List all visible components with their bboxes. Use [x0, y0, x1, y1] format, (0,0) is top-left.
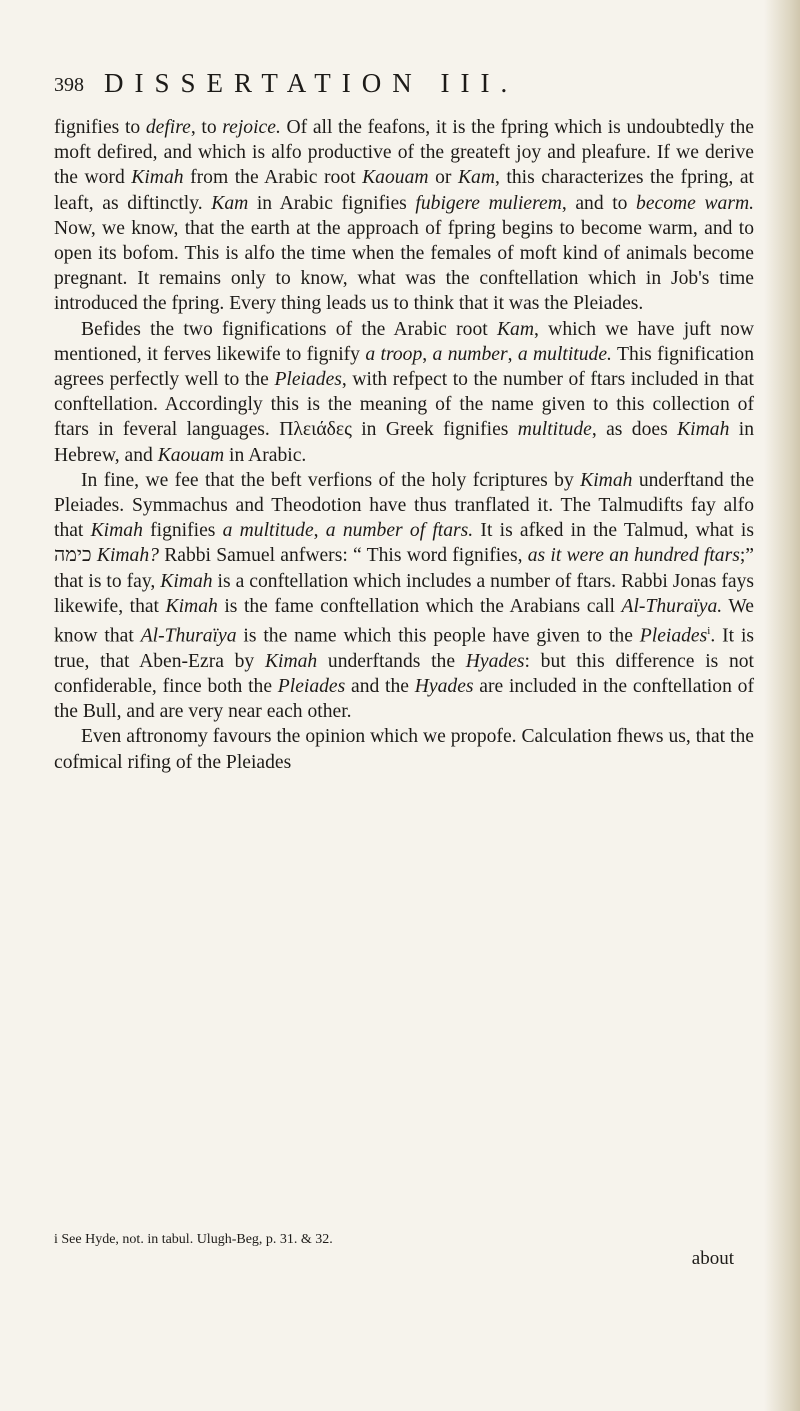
italic-text: as it were an hundred ftars — [527, 545, 740, 567]
text-run: is a conftellation which includes a number of ftars. Rabbi Jonas fays likewife, that — [54, 570, 754, 617]
italic-text: Kimah — [90, 520, 143, 542]
italic-text: a number — [432, 343, 508, 365]
text-run: ;” that is to fay, — [54, 545, 754, 592]
italic-text: Kimah — [160, 570, 213, 592]
text-run: , to — [190, 117, 223, 138]
italic-text: Kimah — [131, 167, 184, 189]
italic-text: fubigere mulierem — [415, 192, 562, 214]
text-run: , which we have juft now mentioned, it ferves likewife to fignify — [54, 318, 754, 365]
italic-text: defire — [145, 117, 191, 138]
paragraph-4 — [54, 724, 754, 774]
italic-text: rejoice. — [222, 117, 281, 138]
text-run: Now, we know, that the earth at the approach of fpring begins to become warm, and to open its bofom. This is alfo the time when the females of moft kind of animals become pregnant. It remains only to know, what was the conftellation which in Job's time introduced the fpring. Every thing leads us to think that it was the Pleiades. — [54, 217, 754, 315]
italic-text: Kaouam — [362, 167, 429, 189]
catchword: about — [691, 1248, 734, 1269]
paragraph-3 — [54, 468, 754, 725]
text-run: In fine, we fee that the beft verfions of the holy fcriptures by — [81, 469, 581, 491]
text-run: , with refpect to the number of ftars included in that conftellation. Accordingly this is the meaning of the name given to this collection of ftars in feveral languages. — [54, 369, 755, 441]
text-run: are included in the conftellation of the Bull, and are very near each other. — [54, 676, 754, 723]
italic-text: Hyades — [414, 676, 474, 697]
text-run: Befides the two fignifications of the Arabic root — [81, 318, 497, 340]
body-text — [54, 115, 754, 775]
italic-text: Kimah — [580, 469, 633, 491]
italic-text: Hyades — [465, 650, 525, 672]
page-number: 398 — [54, 74, 84, 96]
text-run: fignifies to — [54, 117, 146, 138]
italic-text: Kam — [457, 167, 495, 189]
text-run: This fignification agrees perfectly well to the — [54, 343, 755, 391]
italic-text: Kaouam — [157, 444, 225, 466]
italic-text: Pleiades — [274, 369, 342, 391]
text-run: is the fame conftellation which the Arabians call — [217, 595, 622, 617]
text-run: , — [313, 520, 326, 542]
italic-text: become warm. — [636, 192, 755, 214]
text-run: Of all the feafons, it is the fpring which is undoubtedly the moft defired, and which is alfo productive of the greateft joy and pleafure. If we derive the word — [54, 117, 754, 189]
text-run: from the Arabic root — [183, 167, 363, 189]
italic-text: Pleiades — [639, 625, 708, 647]
italic-text: Pleiades — [277, 676, 346, 697]
text-run: , this characterizes the fpring, at leaft, as diftinctly. — [54, 167, 755, 214]
text-run: is the name which this people have given to the — [236, 625, 640, 647]
italic-text: Kimah — [264, 650, 318, 672]
text-run: in Arabic. — [224, 444, 307, 466]
text-run: in Greek fignifies — [351, 419, 518, 441]
italic-text: Kimah — [677, 419, 730, 441]
italic-text: Kimah — [165, 595, 218, 617]
italic-text: a troop — [365, 343, 423, 365]
text-run: underftand the Pleiades. Symmachus and Theodotion have thus tranflated it. The Talmudifts fay alfo that — [54, 469, 755, 542]
italic-text: Kam — [496, 318, 534, 340]
text-run: in Hebrew, and — [54, 419, 754, 466]
text-run: , — [507, 343, 518, 365]
text-run: : but this difference is not confiderable, fince both the — [54, 650, 755, 697]
text-run: fignifies — [142, 520, 223, 542]
text-run: Rabbi Samuel anfwers: “ This word fignifies, — [158, 545, 528, 567]
footnote: i See Hyde, not. in tabul. Ulugh-Beg, p. 31. & 32. — [54, 1232, 333, 1247]
italic-text: Al-Thuraïya — [140, 625, 237, 647]
italic-text: Al-Thuraïya. — [621, 595, 723, 617]
italic-text: multitude — [517, 419, 592, 441]
footnote-marker: i — [707, 625, 711, 638]
text-run: , — [422, 343, 433, 365]
page-edge-shadow — [764, 0, 800, 1411]
text-run: We know that — [54, 595, 754, 647]
running-head: DISSERTATION III. — [104, 68, 519, 98]
italic-text: a number of ftars. — [325, 520, 474, 542]
text-run: Even aftronomy favours the opinion which we propofe. Calculation fhews us, that the cofmical rifing of the Pleiades — [54, 726, 754, 773]
text-run: underftands the — [317, 650, 466, 672]
text-run: or — [428, 167, 458, 189]
text-run: Πλειάδες — [279, 419, 352, 441]
italic-text: Kimah? — [96, 545, 159, 567]
text-run: in Arabic fignifies — [248, 192, 416, 214]
text-run: , and to — [561, 192, 637, 214]
italic-text: Kam — [211, 192, 249, 214]
text-run: . It is true, that Aben-Ezra by — [54, 625, 755, 672]
text-run: and the — [345, 676, 415, 697]
paragraph-1 — [54, 115, 754, 317]
text-run: , as does — [591, 419, 678, 441]
italic-text: a multitude — [222, 520, 314, 542]
text-run: כימה — [54, 545, 92, 567]
text-run: It is afked in the Talmud, what is — [473, 520, 754, 542]
page-header — [54, 68, 754, 102]
italic-text: a multitude. — [517, 343, 612, 365]
paragraph-2 — [54, 317, 754, 468]
